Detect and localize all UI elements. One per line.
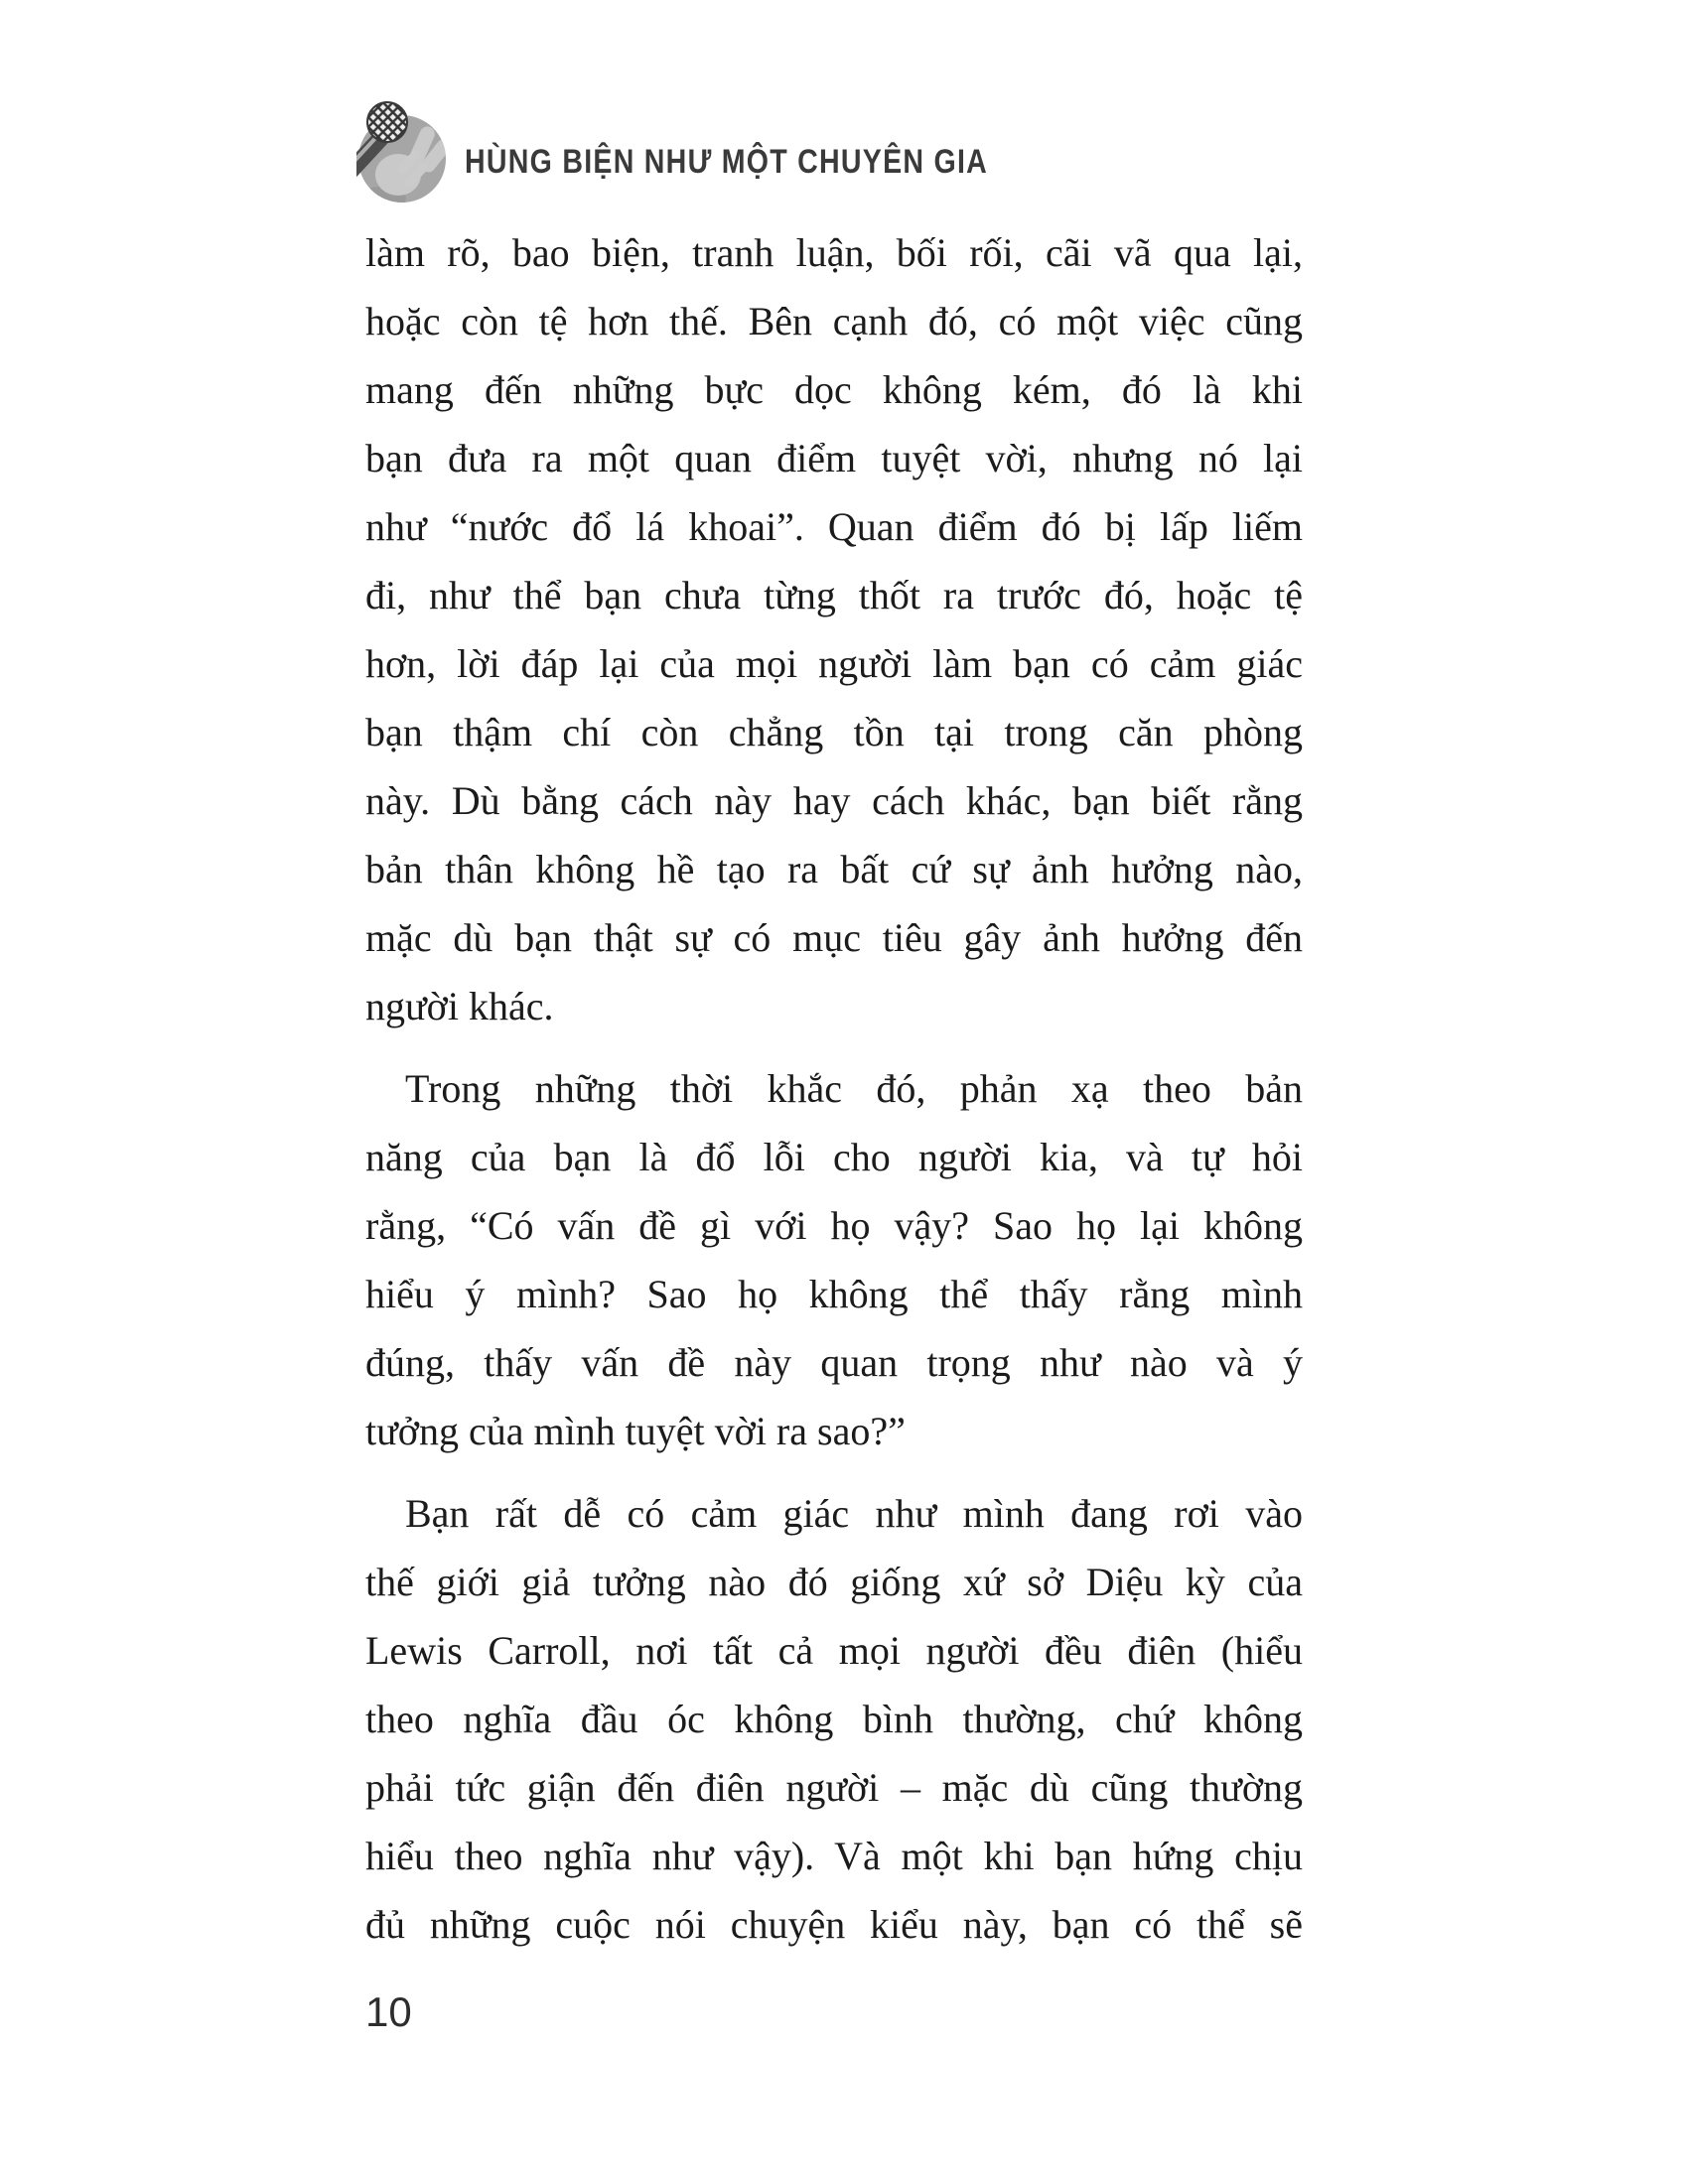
text-line: mang đến những bực dọc không kém, đó là khi: [365, 367, 1303, 412]
text-line: làm rõ, bao biện, tranh luận, bối rối, cãi vã qua lại,: [365, 230, 1303, 275]
text-line: hơn, lời đáp lại của mọi người làm bạn có cảm giác: [365, 641, 1303, 686]
text-line: Trong những thời khắc đó, phản xạ theo bản: [405, 1066, 1303, 1111]
text-line: đi, như thể bạn chưa từng thốt ra trước đó, hoặc tệ: [365, 573, 1303, 617]
text-line: Bạn rất dễ có cảm giác như mình đang rơi vào: [405, 1491, 1303, 1536]
text-line: người khác.: [365, 984, 554, 1028]
paragraph: [365, 1479, 1303, 1959]
text-line: theo nghĩa đầu óc không bình thường, chứ không: [365, 1697, 1303, 1741]
page-number: 10: [365, 1988, 412, 2035]
text-line: năng của bạn là đổ lỗi cho người kia, và tự hỏi: [365, 1135, 1303, 1179]
text-line: như “nước đổ lá khoai”. Quan điểm đó bị lấp liếm: [365, 504, 1303, 549]
text-line: đúng, thấy vấn đề này quan trọng như nào và ý: [365, 1340, 1303, 1385]
text-line: hoặc còn tệ hơn thế. Bên cạnh đó, có một việc cũng: [365, 299, 1303, 343]
text-line: hiểu theo nghĩa như vậy). Và một khi bạn hứng chịu: [365, 1834, 1303, 1878]
body-text: [365, 218, 1303, 1959]
text-line: bạn đưa ra một quan điểm tuyệt vời, nhưng nó lại: [365, 436, 1303, 480]
text-line: hiểu ý mình? Sao họ không thể thấy rằng mình: [365, 1272, 1303, 1316]
text-line: bạn thậm chí còn chẳng tồn tại trong căn phòng: [365, 710, 1303, 754]
running-header-title: HÙNG BIỆN NHƯ MỘT CHUYÊN GIA: [465, 143, 989, 181]
paragraph: [365, 218, 1303, 1040]
text-line: phải tức giận đến điên người – mặc dù cũng thường: [365, 1765, 1303, 1810]
text-line: tưởng của mình tuyệt vời ra sao?”: [365, 1409, 906, 1453]
paragraph: [365, 1054, 1303, 1465]
text-line: đủ những cuộc nói chuyện kiểu này, bạn có thể sẽ: [365, 1902, 1303, 1947]
text-line: này. Dù bằng cách này hay cách khác, bạn biết rằng: [365, 778, 1303, 823]
text-line: bản thân không hề tạo ra bất cứ sự ảnh hưởng nào,: [365, 847, 1303, 891]
text-line: thế giới giả tưởng nào đó giống xứ sở Diệu kỳ của: [365, 1560, 1303, 1604]
text-line: Lewis Carroll, nơi tất cả mọi người đều điên (hiểu: [365, 1628, 1303, 1673]
text-line: rằng, “Có vấn đề gì với họ vậy? Sao họ lại không: [365, 1203, 1303, 1248]
text-line: mặc dù bạn thật sự có mục tiêu gây ảnh hưởng đến: [365, 915, 1303, 960]
